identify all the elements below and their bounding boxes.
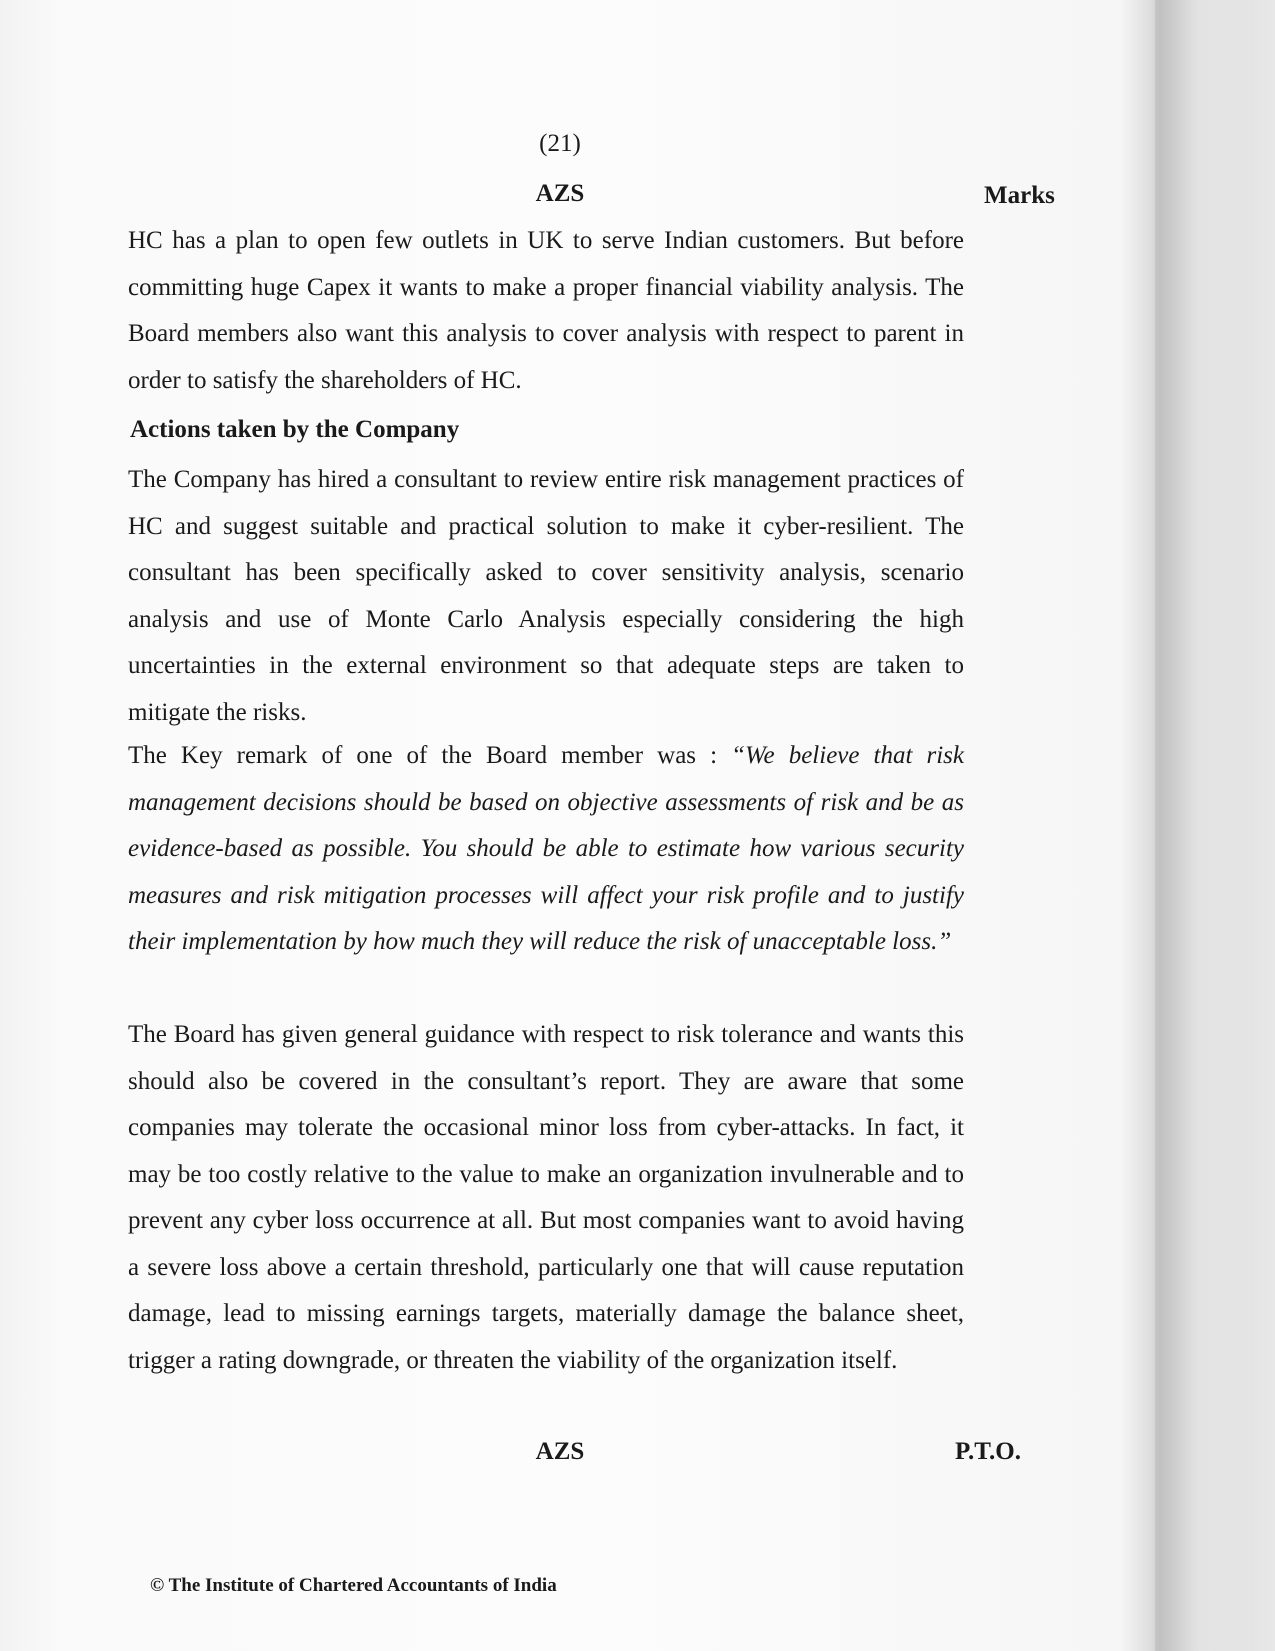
- copyright-footer: © The Institute of Chartered Accountants of India: [150, 1575, 557, 1596]
- paper-code-bottom: AZS: [535, 1438, 585, 1465]
- page-number: (21): [539, 130, 581, 157]
- pto-label: P.T.O.: [955, 1438, 1021, 1465]
- paragraph-viability-text: HC has a plan to open few outlets in UK to serve Indian customers. But before committing huge Capex it wants to make a proper financial viability analysis. The Board members also want this analysis to cover analysis with respect to parent in order to satisfy the shareholders of HC.: [128, 227, 964, 394]
- paper-code-top: AZS: [535, 180, 585, 207]
- marks-column-label: Marks: [984, 182, 1055, 209]
- paragraph-risk-tolerance: [128, 1012, 964, 1384]
- section-heading: Actions taken by the Company: [130, 416, 460, 443]
- remark-quote: “We believe that risk management decisions should be based on objective assessments of risk and be as evidence-based as possible. You should be able to estimate how various security measures and risk mitigation processes will affect your risk profile and to justify their implementation by how much they will reduce the risk of unacceptable loss.”: [128, 742, 964, 955]
- paragraph-consultant: [128, 457, 964, 736]
- paragraph-board-remark-text: [128, 733, 964, 966]
- paragraph-risk-tolerance-text: The Board has given general guidance with respect to risk tolerance and wants this should also be covered in the consultant’s report. They are aware that some companies may tolerate the occasional minor loss from cyber-attacks. In fact, it may be too costly relative to the value to make an organization invulnerable and to prevent any cyber loss occurrence at all. But most companies want to avoid having a severe loss above a certain threshold, particularly one that will cause reputation damage, lead to missing earnings targets, materially damage the balance sheet, trigger a rating downgrade, or threaten the viability of the organization itself.: [128, 1021, 964, 1374]
- paragraph-board-remark: [128, 733, 964, 966]
- paragraph-viability: [128, 218, 964, 404]
- page-edge-shadow: [1155, 0, 1275, 1651]
- paragraph-consultant-text: The Company has hired a consultant to review entire risk management practices of HC and suggest suitable and practical solution to make it cyber-resilient. The consultant has been specifically asked to cover sensitivity analysis, scenario analysis and use of Monte Carlo Analysis especially considering the high uncertainties in the external environment so that adequate steps are taken to mitigate the risks.: [128, 466, 964, 726]
- remark-intro: The Key remark of one of the Board member was :: [128, 742, 732, 769]
